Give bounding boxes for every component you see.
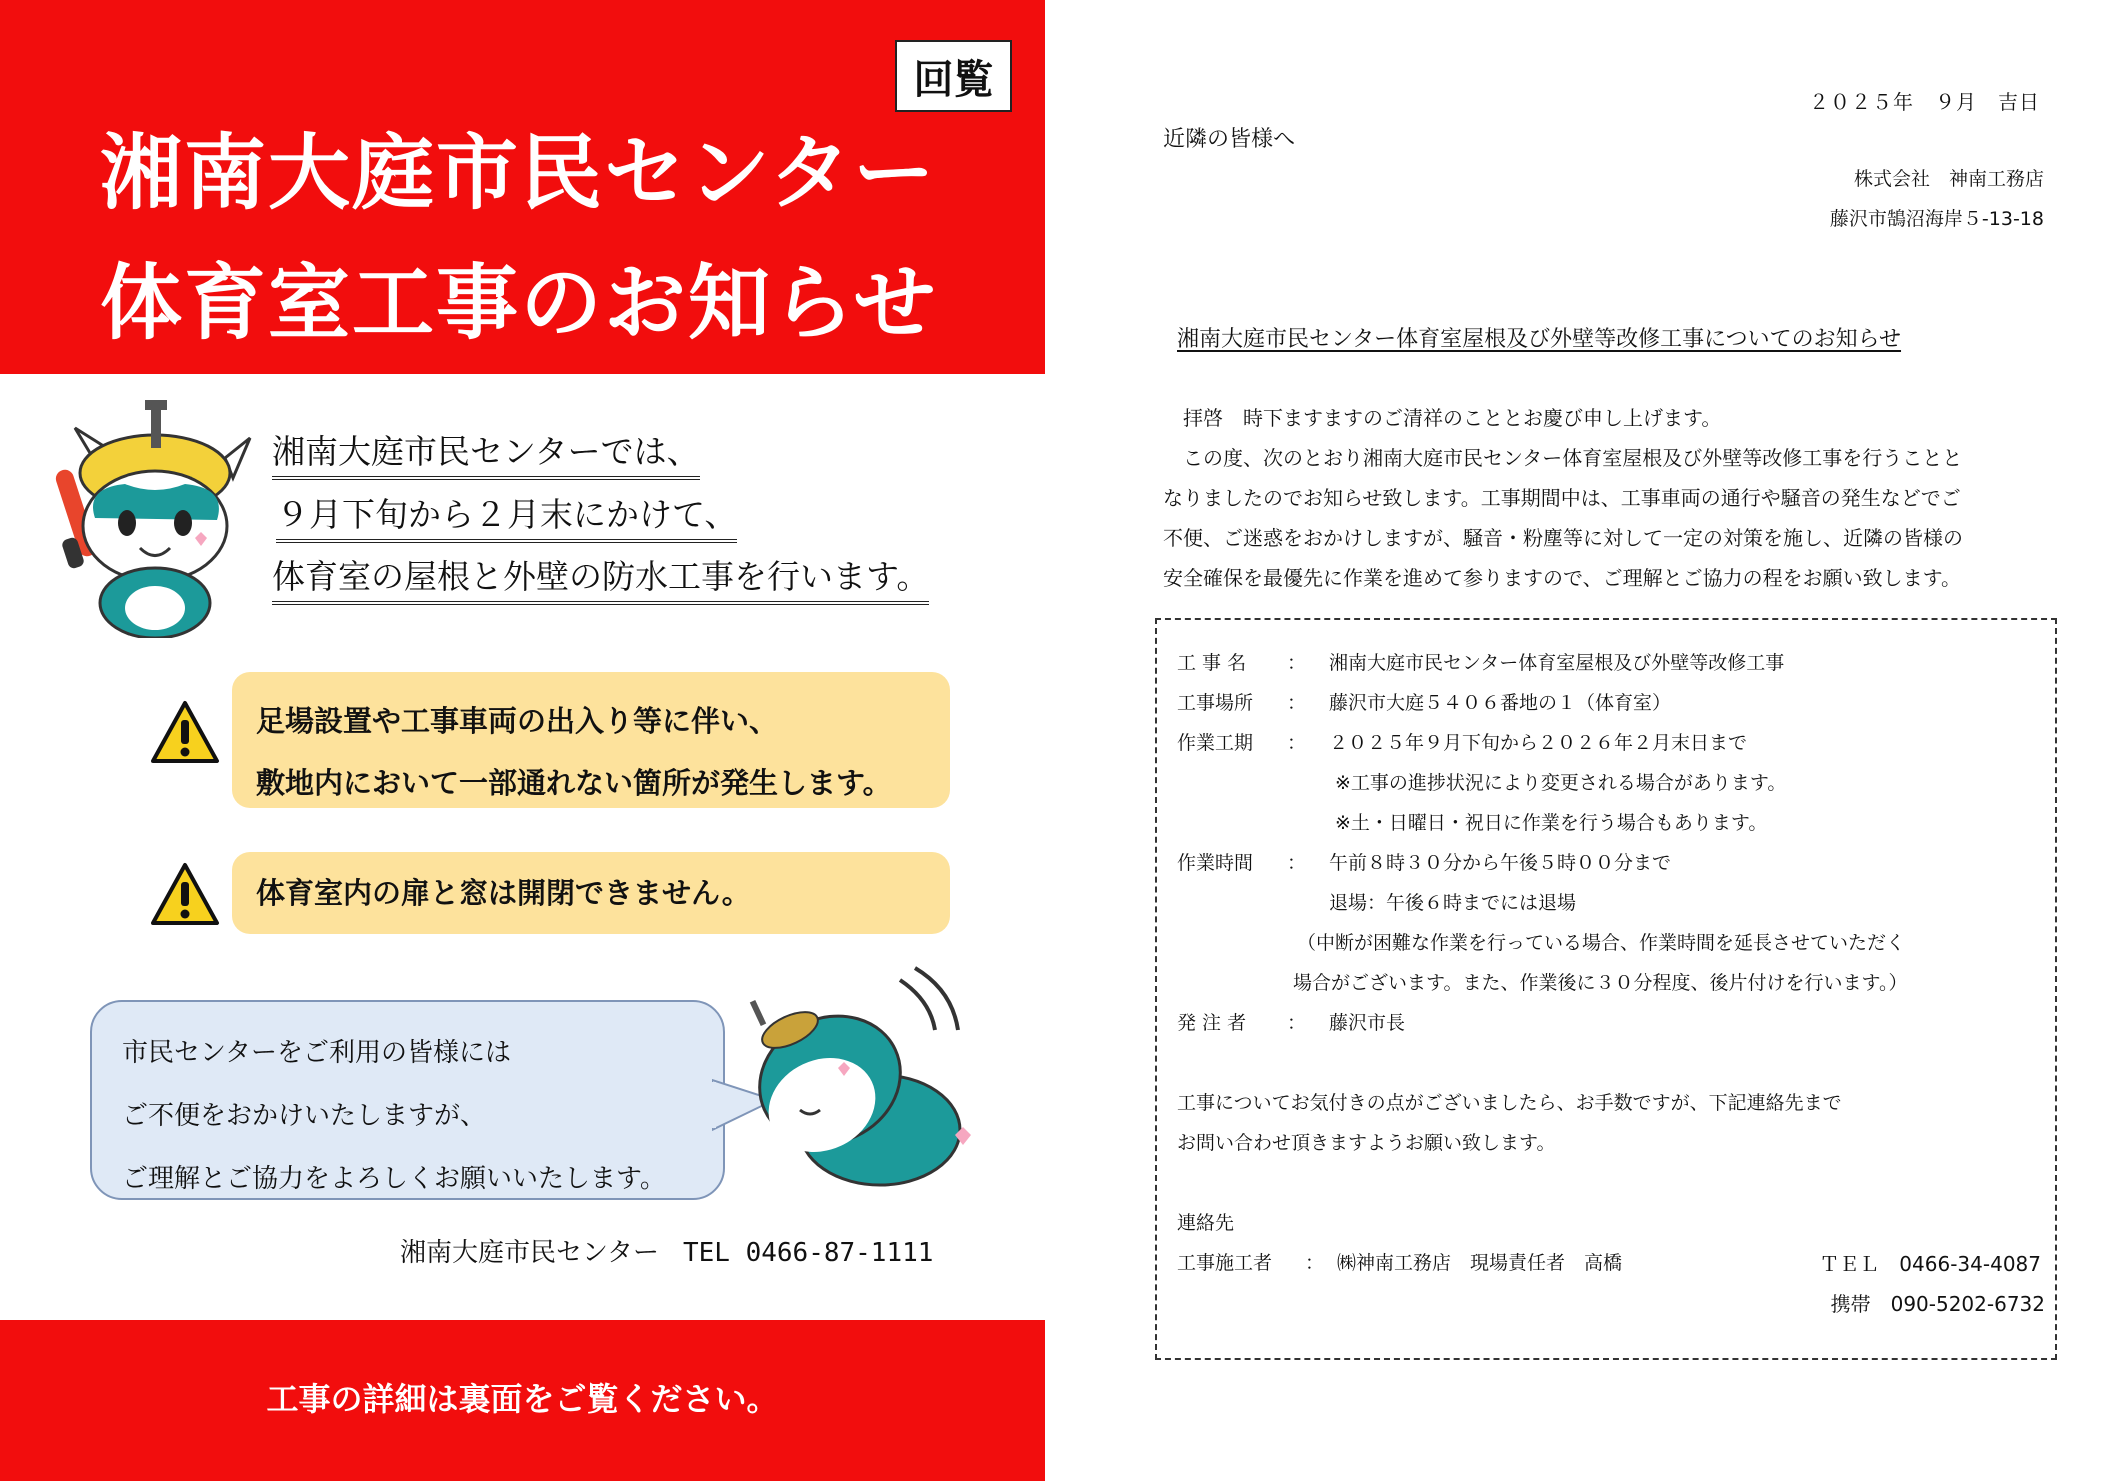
flyer-title-line2: 体育室工事のお知らせ (100, 256, 938, 351)
detail-label: 作業工期 (1177, 732, 1254, 754)
period-note2: ※土・日曜日・祝日に作業を行う場合もあります。 (1335, 812, 1768, 834)
detail-label: 発 注 者 (1177, 1012, 1247, 1034)
body-line: 拝啓 時下ますますのご清祥のこととお慶び申し上げます。 (1163, 406, 1722, 430)
inquiry-line1: 工事についてお気付きの点がございましたら、お手数ですが、下記連絡先まで (1177, 1092, 1842, 1114)
letter-address: 藤沢市鵠沼海岸５-13-18 (1829, 208, 2044, 230)
detail-colon: ： (1287, 1012, 1307, 1034)
center-contact (400, 1232, 933, 1269)
letter-date: ２０２５年 ９月 吉日 (1809, 90, 2040, 114)
body-line: この度、次のとおり湘南大庭市民センター体育室屋根及び外壁等改修工事を行うことと (1163, 446, 1963, 470)
speech-bubble (90, 1000, 725, 1200)
contractor-value: ㈱神南工務店 現場責任者 高橋 (1337, 1252, 1623, 1274)
hours-note3: 場合がございます。また、作業後に３０分程度、後片付けを行います。） (1293, 972, 1908, 994)
detail-colon: ： (1287, 692, 1307, 714)
body-line: なりましたのでお知らせ致します。工事期間中は、工事車両の通行や騒音の発生などでご (1163, 486, 1961, 510)
detail-colon: ： (1305, 1252, 1325, 1274)
contact-mobile: 携帯 090-5202-6732 (1830, 1292, 2045, 1316)
detail-value: 藤沢市大庭５４０６番地の１（体育室） (1329, 692, 1672, 714)
intro-line2: ９月下旬から２月末にかけて、 (276, 495, 737, 543)
period-note1: ※工事の進捗状況により変更される場合があります。 (1335, 772, 1787, 794)
mascot-helmet-icon (55, 388, 255, 638)
detail-colon: ： (1287, 732, 1307, 754)
bubble-line1: 市民センターをご利用の皆様には (122, 1038, 511, 1068)
detail-label: 作業時間 (1177, 852, 1254, 874)
warning-box-access (232, 672, 950, 808)
letter-subject: 湘南大庭市民センター体育室屋根及び外壁等改修工事についてのお知らせ (1177, 327, 1902, 352)
flyer-title-line1: 湘南大庭市民センター (100, 126, 937, 221)
intro-line1: 湘南大庭市民センターでは、 (272, 432, 700, 480)
body-line: 安全確保を最優先に作業を進めて参りますので、ご理解とご協力の程をお願い致します。 (1163, 566, 1961, 590)
contact-tel: ＴＥＬ 0466-34-4087 (1819, 1252, 2041, 1276)
body-line: 不便、ご迷惑をおかけしますが、騒音・粉塵等に対して一定の対策を施し、近隣の皆様の (1163, 526, 1963, 550)
detail-colon: ： (1287, 652, 1307, 674)
detail-value: 湘南大庭市民センター体育室屋根及び外壁等改修工事 (1329, 652, 1785, 674)
flyer-footer-banner (0, 1320, 1045, 1481)
flyer-page (0, 0, 1045, 1481)
center-tel: TEL 0466-87-1111 (682, 1238, 934, 1268)
warning1-line1: 足場設置や工事車両の出入り等に伴い、 (256, 704, 779, 738)
details-box (1155, 618, 2057, 1360)
letter-page (1045, 0, 2106, 1481)
kairan-label: 回覧 (895, 40, 1012, 112)
detail-value: 藤沢市長 (1329, 1012, 1406, 1034)
detail-value: 午前８時３０分から午後５時００分まで (1329, 852, 1672, 874)
inquiry-line2: お問い合わせ頂きますようお願い致します。 (1177, 1132, 1556, 1154)
warning-icon (150, 700, 220, 764)
contact-heading: 連絡先 (1177, 1212, 1235, 1234)
letter-greeting: 近隣の皆様へ (1163, 127, 1296, 152)
intro-line3: 体育室の屋根と外壁の防水工事を行います。 (272, 557, 929, 605)
detail-label: 工 事 名 (1177, 652, 1247, 674)
detail-value: ２０２５年９月下旬から２０２６年２月末日まで (1329, 732, 1748, 754)
hours-note2: （中断が困難な作業を行っている場合、作業時間を延長させていただく (1297, 932, 1906, 954)
hours-note1: 退場：午後６時までには退場 (1329, 892, 1577, 914)
bubble-line3: ご理解とご協力をよろしくお願いいたします。 (122, 1164, 666, 1194)
detail-colon: ： (1287, 852, 1307, 874)
letter-body (1163, 398, 2053, 598)
warning-icon (150, 862, 220, 926)
mascot-bowing-icon (730, 960, 980, 1190)
detail-label: 工事場所 (1177, 692, 1254, 714)
bubble-line2: ご不便をおかけいたしますが、 (122, 1101, 487, 1131)
warning1-line2: 敷地内において一部通れない箇所が発生します。 (256, 766, 892, 800)
flyer-header-banner (0, 0, 1045, 374)
contractor-label: 工事施工者 (1177, 1252, 1273, 1274)
center-name: 湘南大庭市民センター (400, 1238, 659, 1268)
footer-text: 工事の詳細は裏面をご覧ください。 (266, 1380, 779, 1418)
warning-box-doors: 体育室内の扉と窓は開閉できません。 (232, 852, 950, 934)
letter-company: 株式会社 神南工務店 (1853, 168, 2044, 190)
